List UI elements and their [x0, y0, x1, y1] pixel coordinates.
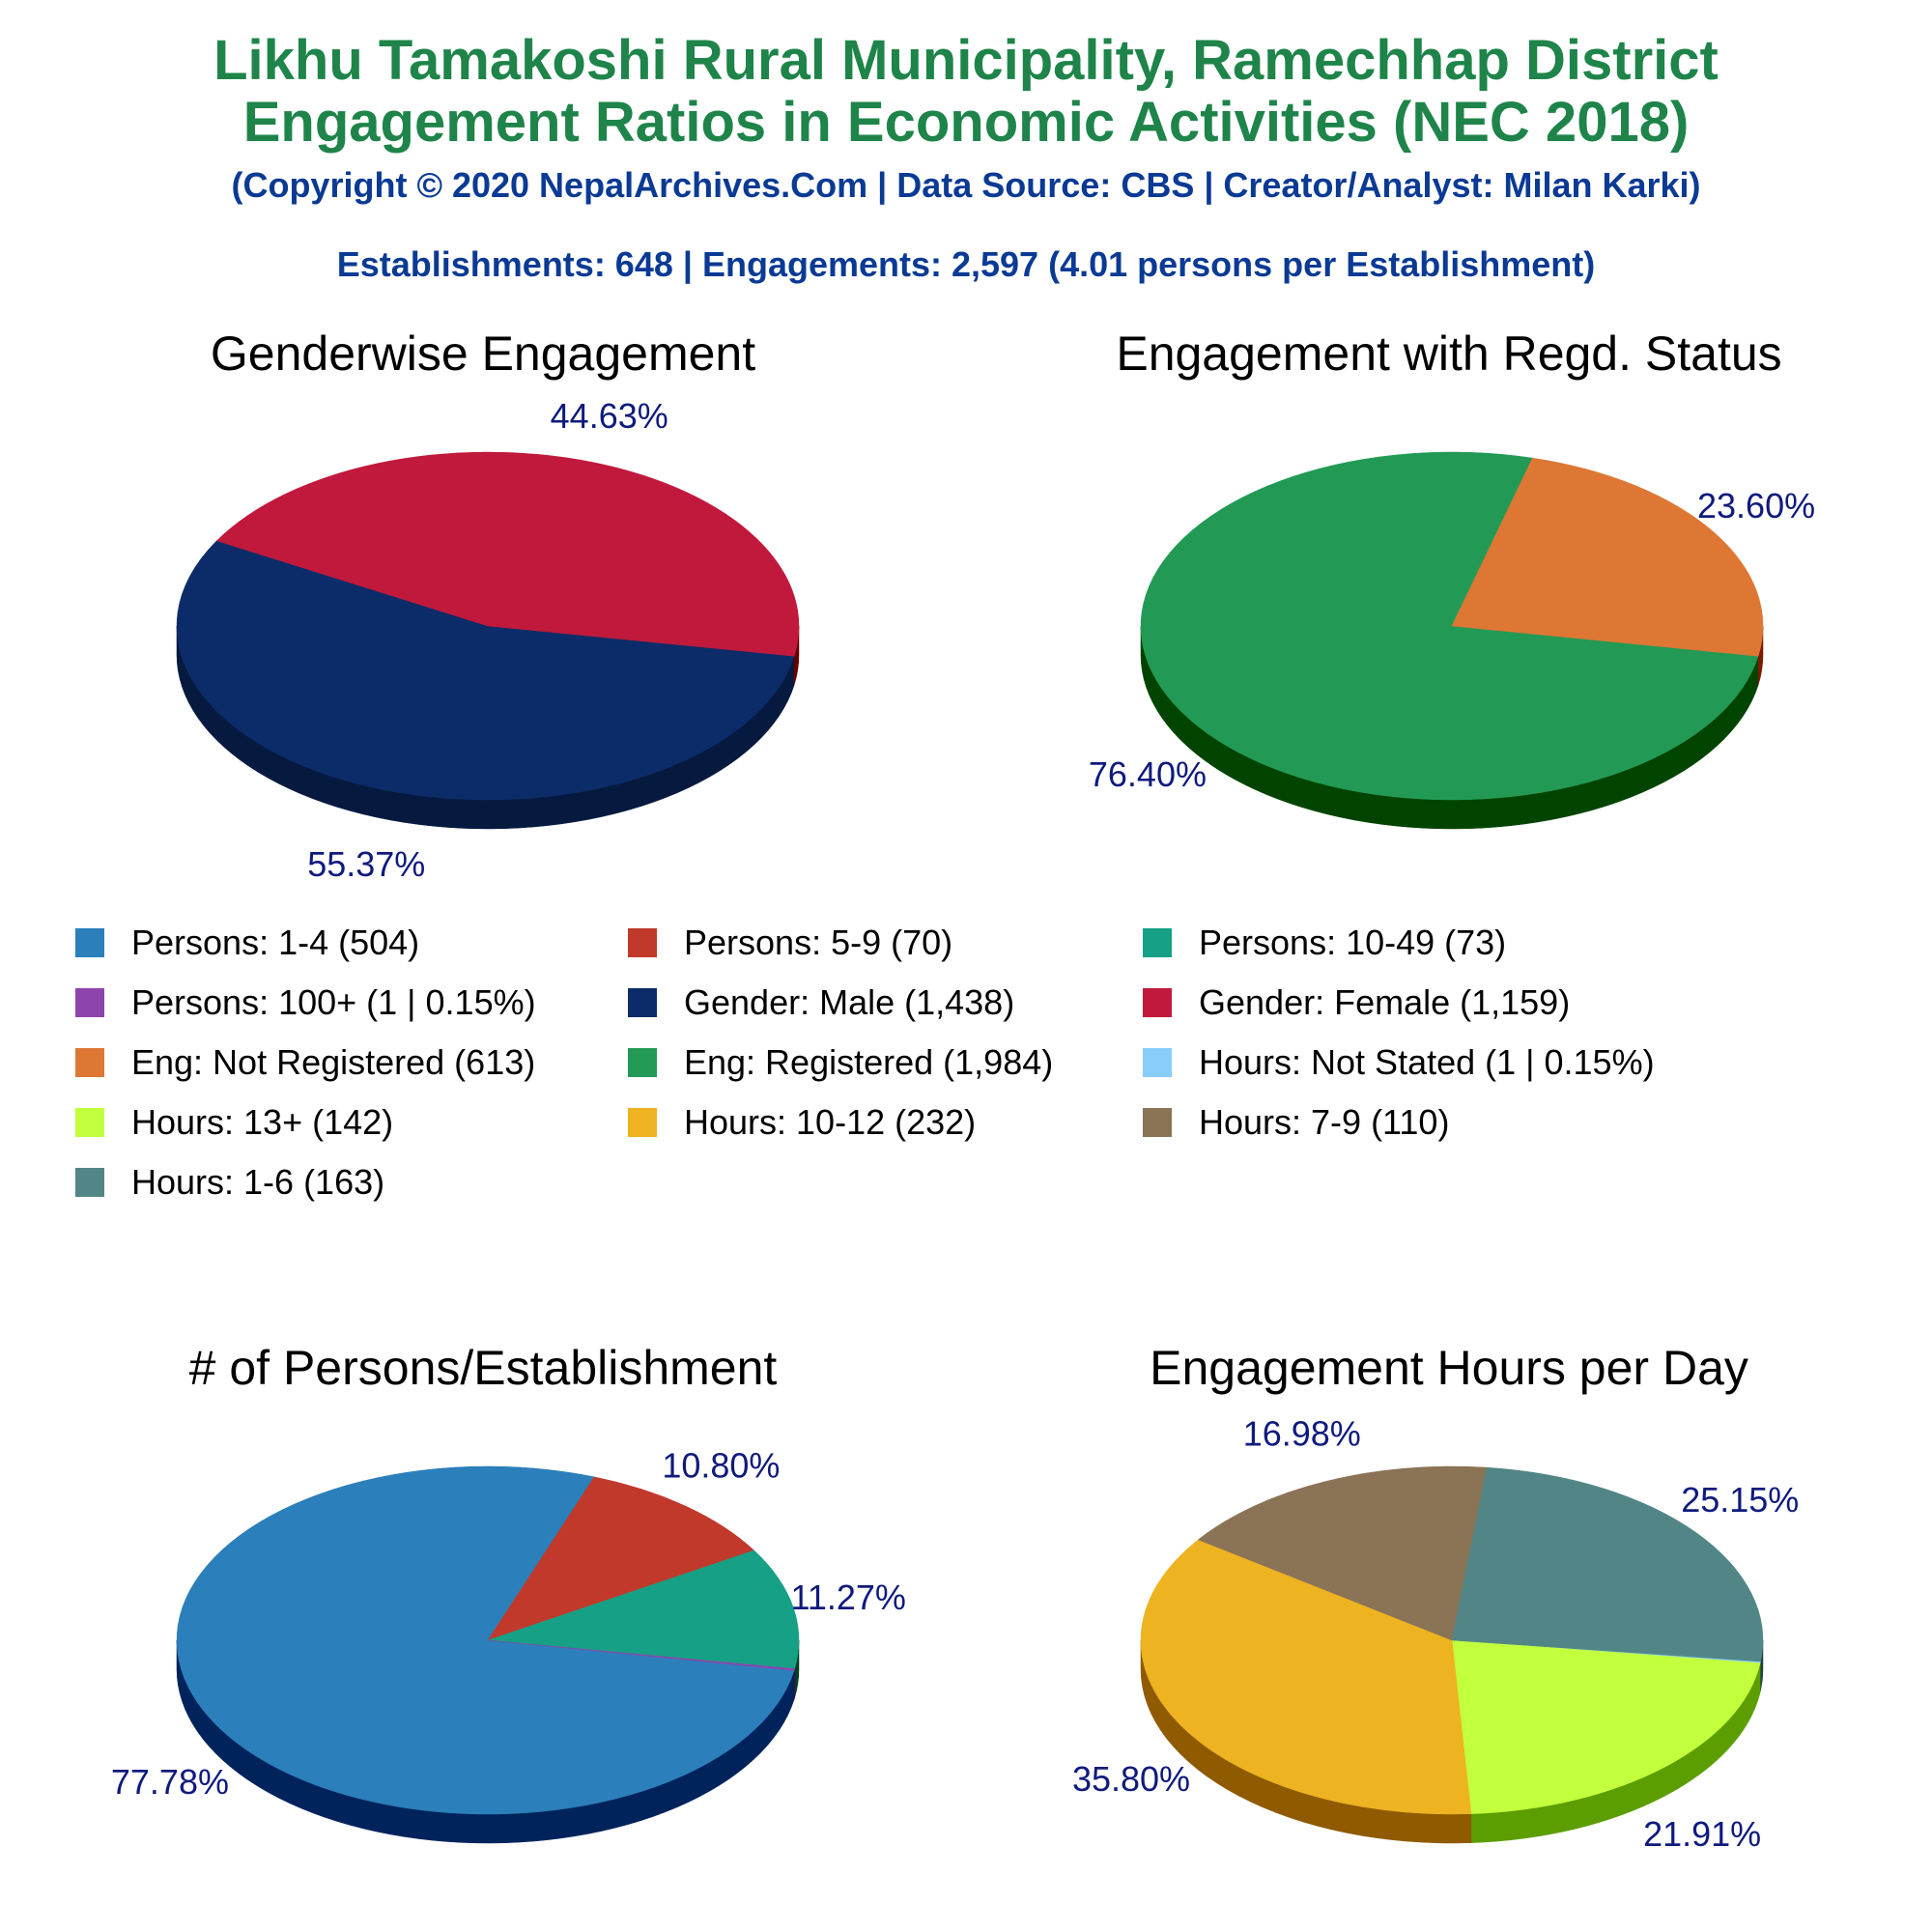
legend-label: Eng: Not Registered (613) [131, 1042, 536, 1082]
legend-item [628, 1101, 976, 1144]
pie-percent-label: 16.98% [1242, 1413, 1361, 1454]
pie-percent-label: 76.40% [1088, 753, 1207, 794]
legend-item [75, 1161, 384, 1204]
legend-label: Persons: 100+ (1 | 0.15%) [131, 982, 536, 1022]
legend-label: Hours: 1-6 (163) [131, 1162, 385, 1202]
legend-swatch [75, 988, 104, 1017]
legend-swatch [628, 928, 657, 957]
legend-swatch [628, 1048, 657, 1077]
chart-title-line-1: Likhu Tamakoshi Rural Municipality, Ramechhap District [213, 29, 1719, 92]
legend-label: Gender: Male (1,438) [684, 982, 1015, 1022]
legend-swatch [1143, 988, 1172, 1017]
legend-item [628, 981, 1014, 1024]
legend-label: Hours: 7-9 (110) [1199, 1102, 1450, 1142]
legend-item [628, 922, 952, 964]
pie-title-hours: Engagement Hours per Day [1150, 1341, 1748, 1395]
legend-swatch [628, 1108, 657, 1137]
copyright-line: (Copyright © 2020 NepalArchives.Com | Data Source: CBS | Creator/Analyst: Milan Karki) [231, 165, 1701, 205]
pie-percent-label: 55.37% [307, 843, 426, 884]
legend-swatch [628, 988, 657, 1017]
summary-line: Establishments: 648 | Engagements: 2,597 (4.01 persons per Establishment) [336, 244, 1596, 284]
legend-swatch [1143, 1048, 1172, 1077]
pie-percent-label: 44.63% [550, 396, 668, 437]
pie-percent-label: 77.78% [110, 1762, 229, 1802]
legend-label: Eng: Registered (1,984) [684, 1042, 1054, 1082]
pie-percent-label: 25.15% [1681, 1480, 1800, 1520]
pie-title-registration: Engagement with Regd. Status [1116, 327, 1782, 381]
legend-label: Hours: Not Stated (1 | 0.15%) [1199, 1042, 1655, 1082]
legend-label: Hours: 10-12 (232) [684, 1102, 977, 1142]
legend-swatch [75, 928, 104, 957]
pie-title-persons: # of Persons/Establishment [188, 1341, 778, 1395]
pie-percent-label: 23.60% [1697, 486, 1816, 526]
legend-label: Persons: 5-9 (70) [684, 923, 953, 962]
pie-title-gender: Genderwise Engagement [210, 327, 756, 381]
pie-percent-label: 10.80% [662, 1445, 781, 1486]
pie-percent-label: 11.27% [790, 1577, 906, 1618]
legend-swatch [75, 1048, 104, 1077]
legend-item [1143, 1041, 1655, 1084]
legend-item [1143, 922, 1506, 964]
chart-title-line-2: Engagement Ratios in Economic Activities (NEC 2018) [242, 91, 1690, 154]
legend-item [1143, 1101, 1449, 1144]
legend-item [75, 981, 536, 1024]
legend-label: Persons: 1-4 (504) [131, 923, 420, 962]
legend-label: Hours: 13+ (142) [131, 1102, 394, 1142]
pie-percent-label: 21.91% [1643, 1814, 1762, 1855]
pie-top-group [1141, 1466, 1763, 1814]
legend-item [628, 1041, 1053, 1084]
legend-swatch [75, 1168, 104, 1197]
legend-item [75, 1041, 535, 1084]
legend-label: Gender: Female (1,159) [1199, 982, 1571, 1022]
legend-label: Persons: 10-49 (73) [1199, 923, 1507, 962]
pie-percent-label: 35.80% [1071, 1758, 1191, 1799]
legend-swatch [75, 1108, 104, 1137]
legend-item [75, 922, 419, 964]
legend-item [1143, 981, 1570, 1024]
legend-swatch [1143, 928, 1172, 957]
legend-swatch [1143, 1108, 1172, 1137]
legend-item [75, 1101, 393, 1144]
pie-slice [1452, 1640, 1760, 1814]
